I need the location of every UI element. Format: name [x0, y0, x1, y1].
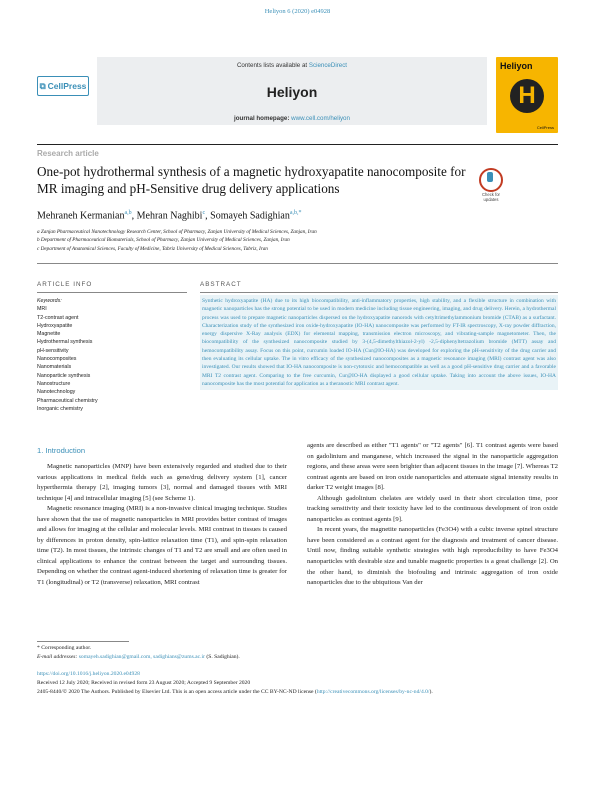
author-list: Mehraneh Kermanian$^{a,b}$, Mehran Naghibi$^c$, Somayeh Sadighian$^{a,b,*}$	[37, 210, 302, 222]
keyword: Pharmaceutical chemistry	[37, 397, 98, 404]
keyword: Nanoparticle synthesis	[37, 372, 91, 379]
abstract-divider	[200, 292, 558, 293]
homepage-line: journal homepage: www.cell.com/heliyon	[234, 115, 350, 122]
article-footer	[37, 670, 558, 697]
keyword: pH-sensitivity	[37, 347, 69, 354]
keyword: MRI	[37, 306, 47, 313]
footnote-divider	[37, 641, 129, 642]
article-dates: Received 12 July 2020; Received in revised form 23 August 2020; Accepted 9 September 2020	[37, 680, 251, 686]
paragraph: Although gadolinium chelates are widely used in their short circulation time, poor tracking sensitivity and their toxicity have led to the continuous development of iron oxide nanoparticles as contrast agents [9].	[307, 494, 558, 523]
header-divider	[37, 144, 558, 145]
doi-link[interactable]: https://doi.org/10.1016/j.heliyon.2020.e04928	[37, 671, 140, 677]
keywords-title: Keywords:	[37, 298, 62, 304]
cellpress-icon: ⧉	[39, 80, 46, 91]
author-name: Mehran Naghibi	[136, 210, 203, 222]
keyword: Magnetite	[37, 331, 61, 338]
body-column-right	[307, 441, 558, 589]
footnote	[37, 644, 558, 662]
keyword: Hydroxyapatite	[37, 322, 73, 329]
keywords-block	[37, 297, 187, 413]
paragraph: agents are described as either "T1 agents" or "T2 agents" [6]. T1 contrast agents were based on gadolinium and manganese, which increased the signal in the nanoparticle aggregation regions, and these areas were seen brighter than adjacent tissues in the image [7]. Whereas T2 contrast agents are based on iron oxide nanoparticles and attenuate signal intensity results in darker T2 weight images [8].	[307, 442, 558, 492]
body-column-left	[37, 462, 287, 589]
journal-header	[37, 40, 558, 136]
article-info-divider	[37, 292, 187, 293]
abstract-box	[200, 295, 558, 390]
keyword: Nanomaterials	[37, 364, 72, 371]
affiliation: b Department of Pharmaceutical Biomaterials, School of Pharmacy, Zanjan University of Medical Sciences, Zanjan, Iran	[37, 237, 290, 244]
header-band	[97, 57, 487, 125]
author-name: Mehraneh Kermanian	[37, 210, 125, 222]
article-title: One-pot hydrothermal synthesis of a magnetic hydroxyapatite nanocomposite for MR imaging and pH-Sensitive drug delivery applications	[37, 164, 466, 196]
keyword: Inorganic chemistry	[37, 405, 83, 412]
abstract-heading: ABSTRACT	[200, 281, 242, 288]
keyword: Hydrothermal synthesis	[37, 339, 93, 346]
article-type: Research article	[37, 149, 99, 158]
article-info-heading: ARTICLE INFO	[37, 281, 93, 288]
author-affiliation-marker[interactable]: a,b	[124, 210, 132, 216]
abstract-text: Synthetic hydroxyapatite (HA) due to its high biocompatibility, anti-inflammatory properties, high stability, and a flexible structure in combination with magnetic nanoparticles has the strong potential to be used in modern medicine including tissue engineering, imaging, and drug delivery. Herein, a hydrothermal process was used to prepare magnetic nanoparticles dispersed on the hydroxyapatite nanorods with cetyltrimethylammonium bromide (CTAB) as a surfactant. Characterization study of the synthesized iron oxide-hydroxyapatite (IO-HA) nanocomposite was performed by FT-IR spectroscopy, X-ray powder diffraction, energy dispersive X-Ray analysis (EDX) for elemental mapping, transmission electron microscopy, and vibrating-sample magnetometer. Then, the biocompatibility of the synthesized nanocomposite studied by 3-(4,5-dimethylthiazol-2-yl) -2,5-diphenyltetrazolium bromide (MTT) assay and hemocompatibility assay. Focus on this point, curcumin loaded IO-HA (Cur@IO-HA) was developed for exploring the pH-sensitivity of the drug carrier and then evaluating its cellular uptake. The in vitro efficacy of the synthesized nanocomposites as a magnetic resonance imaging (MRI) contrast agent was also investigated. Our results showed that IO-HA nanocomposite is non-cytotoxic and hemocompatible as well as a good pH-sensitive drug carrier and a favorable MRI T2 contrast agent. Comparing to the free curcumin, Cur@IO-HA displayed a good cellular uptake. Taking into account the above issues, IO-HA nanocomposite has the most potential for application as a theranostic MRI contrast agent.	[202, 298, 556, 387]
affiliation: c Department of Anatomical Sciences, Faculty of Medicine, Tabriz University of Medical Sciences, Tabriz, Iran	[37, 245, 268, 252]
affiliations	[37, 228, 557, 253]
publisher-logo[interactable]: ⧉ CellPress	[37, 76, 87, 98]
sciencedirect-link[interactable]: ScienceDirect	[308, 62, 348, 69]
affiliation-divider	[37, 263, 558, 264]
section-heading-introduction: 1. Introduction	[37, 446, 86, 455]
journal-reference[interactable]: Heliyon 6 (2020) e04928	[264, 8, 331, 15]
keyword: Nanotechnology	[37, 389, 76, 396]
check-updates-badge[interactable]	[476, 168, 506, 202]
license-link[interactable]: http://creativecommons.org/licenses/by-nc-nd/4.0/	[316, 689, 430, 695]
keyword: Nanostructure	[37, 380, 71, 387]
author-affiliation-marker[interactable]: c	[202, 210, 206, 216]
corresponding-author-note: * Corresponding author.	[37, 645, 92, 651]
keyword: T2-contrast agent	[37, 314, 79, 321]
author-affiliation-marker[interactable]: a,b,*	[289, 210, 302, 216]
crossmark-icon	[479, 168, 503, 192]
email-line: E-mail addresses: somayeh.sadighian@gmail.com, sadighians@zums.ac.ir (S. Sadighian).	[37, 654, 240, 660]
cover-publisher: CellPress	[536, 125, 554, 130]
homepage-link[interactable]: www.cell.com/heliyon	[291, 115, 350, 122]
cover-title: Heliyon	[500, 61, 533, 71]
journal-cover[interactable]	[496, 57, 558, 133]
keyword: Nanocomposites	[37, 356, 77, 363]
cover-emblem: H	[510, 79, 544, 113]
journal-name: Heliyon	[266, 84, 318, 100]
paragraph: Magnetic resonance imaging (MRI) is a non-invasive clinical imaging technique. Studies have shown that the use of magnetic nanoparticles in MRI provides better contrast of images and allows for imaging at the cellular and molecular levels. MRI contrast in tissues is caused by differences in proton density, spin-lattice relaxation time (T1), and spin-spin relaxation time (T2). In most tissues, the intrinsic changes of T1 and T2 are small and are often used in clinical applications to enhance the contrast between the target and surrounding tissues. Depending on whether the contrast agent-induced shortening of relaxation time is greater for T1 (longitudinal) or T2 (transverse) relaxation, MRI contrast	[37, 505, 287, 587]
author-name: Somayeh Sadighian	[210, 210, 290, 222]
check-updates-label: Check for updates	[482, 192, 500, 202]
email-links[interactable]: somayeh.sadighian@gmail.com, sadighians@zums.ac.ir	[78, 654, 205, 660]
paragraph: Magnetic nanoparticles (MNP) have been extensively regarded and studied due to their various applications in medical fields such as gene/drug delivery system [1], cancer hyperthermia therapy [2], imaging tumors [3], normal and damaged tissues with MRI technique [4] and intracellular imaging [5] (see Scheme 1).	[37, 463, 287, 502]
paragraph: In recent years, the magnetite nanoparticles (Fe3O4) with a cubic inverse spinel structure have been considered as a contrast agent for the diagnosis and treatment of cancer disease. Until now, finding suitable synthetic strategies with high reproducibility to have Fe3O4 nanoparticles with desirable size and tunable magnetic properties is a great challenge [2]. On the other hand, to diminish the biofouling and intrinsic aggregation of iron oxide nanoparticles due to the ubiquitous Van der	[307, 526, 558, 587]
affiliation: a Zanjan Pharmaceutical Nanotechnology Research Center, School of Pharmacy, Zanjan University of Medical Sciences, Zanjan, Iran	[37, 229, 317, 235]
contents-line: Contents lists available at ScienceDirect	[236, 62, 348, 69]
license-line: 2405-8440/© 2020 The Authors. Published by Elsevier Ltd. This is an open access article under the CC BY-NC-ND license (http://creativecommons.org/licenses/by-nc-nd/4.0/).	[37, 689, 433, 695]
